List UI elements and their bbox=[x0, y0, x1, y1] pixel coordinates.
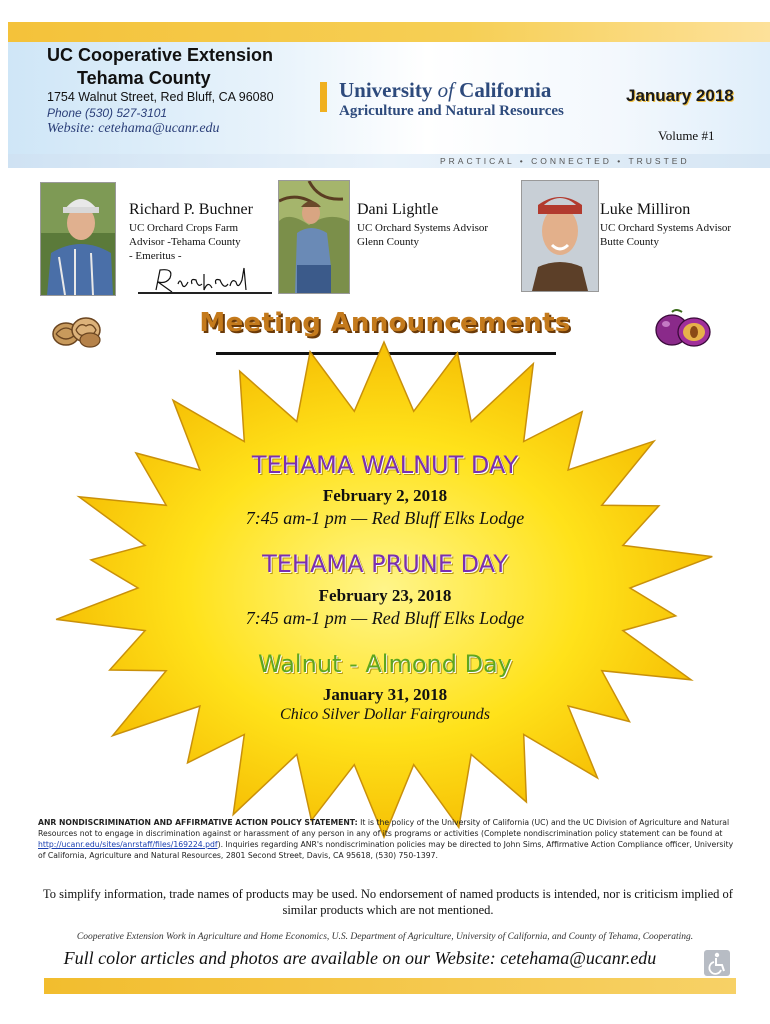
meeting-heading: Meeting Announcements bbox=[199, 308, 571, 338]
event-details-prune-day: 7:45 am-1 pm — Red Bluff Elks Lodge bbox=[245, 608, 525, 628]
website-link[interactable]: Website: cetehama@ucanr.edu bbox=[47, 121, 220, 136]
org-name: UC Cooperative Extension bbox=[47, 45, 274, 65]
event-title-prune-day: TEHAMA PRUNE DAY bbox=[262, 550, 508, 578]
uc-logo-anr: Agriculture and Natural Resources bbox=[339, 103, 564, 119]
staff-name-luke: Luke Milliron bbox=[600, 201, 691, 218]
phone: Phone (530) 527-3101 bbox=[47, 106, 168, 120]
address: 1754 Walnut Street, Red Bluff, CA 96080 bbox=[47, 90, 274, 104]
staff-title-dani-1: UC Orchard Systems Advisor bbox=[357, 222, 489, 234]
issue-date: January 2018 bbox=[626, 86, 734, 105]
staff-title-richard-1: UC Orchard Crops Farm bbox=[129, 222, 239, 234]
event-title-walnut-day: TEHAMA WALNUT DAY bbox=[251, 451, 519, 479]
uc-logo-name: University of California bbox=[339, 78, 552, 102]
event-title-walnut-almond-day: Walnut - Almond Day bbox=[258, 650, 512, 678]
staff-title-dani-2: Glenn County bbox=[357, 236, 420, 248]
accessibility-icon[interactable] bbox=[704, 950, 730, 976]
bottom-gold-bar bbox=[44, 978, 736, 994]
org-county: Tehama County bbox=[77, 68, 211, 88]
tagline: PRACTICAL • CONNECTED • TRUSTED bbox=[440, 156, 690, 166]
staff-name-richard: Richard P. Buchner bbox=[129, 201, 253, 218]
staff-title-luke-1: UC Orchard Systems Advisor bbox=[600, 222, 732, 234]
event-date-prune-day: February 23, 2018 bbox=[318, 586, 452, 605]
event-date-walnut-almond-day: January 31, 2018 bbox=[322, 685, 448, 704]
staff-title-richard-3: - Emeritus - bbox=[129, 250, 182, 262]
policy-link[interactable]: http://ucanr.edu/sites/anrstaff/files/169224.pdf bbox=[38, 840, 218, 849]
full-color-notice: Full color articles and photos are available on our Website: cetehama@ucanr.edu bbox=[63, 948, 657, 968]
staff-name-dani: Dani Lightle bbox=[357, 201, 439, 218]
event-details-walnut-almond-day: Chico Silver Dollar Fairgrounds bbox=[280, 706, 490, 723]
staff-title-richard-2: Advisor -Tehama County bbox=[129, 236, 241, 248]
event-date-walnut-day: February 2, 2018 bbox=[322, 486, 448, 505]
volume-number: Volume #1 bbox=[658, 128, 715, 143]
staff-title-luke-2: Butte County bbox=[600, 236, 659, 248]
cooperating-statement: Cooperative Extension Work in Agriculture and Home Economics, U.S. Department of Agriculture, University of California, and County of Tehama, Cooperating. bbox=[76, 932, 694, 942]
trade-names-disclaimer: To simplify information, trade names of products may be used. No endorsement of named products is intended, nor is criticism implied of similar products which are not mentioned. bbox=[43, 887, 733, 917]
nondiscrimination-policy: ANR NONDISCRIMINATION AND AFFIRMATIVE ACTION POLICY STATEMENT: It is the policy of the University of California (UC) and the UC Division of Agriculture and Natural Resources not to engage in discrimination against or harassment of any person in any of its programs or activities (Complete nondiscrimination policy statement can be found at http://ucanr.edu/sites/anrstaff/files/169224.pdf). Inquiries regarding ANR's nondiscrimination policies may be directed to John Sims, Affirmative Action Compliance officer, University of California, Agriculture and Natural Resources, 2801 Second Street, Davis, CA 95618, (530) 750-1397. bbox=[38, 818, 734, 860]
event-details-walnut-day: 7:45 am-1 pm — Red Bluff Elks Lodge bbox=[245, 508, 525, 528]
